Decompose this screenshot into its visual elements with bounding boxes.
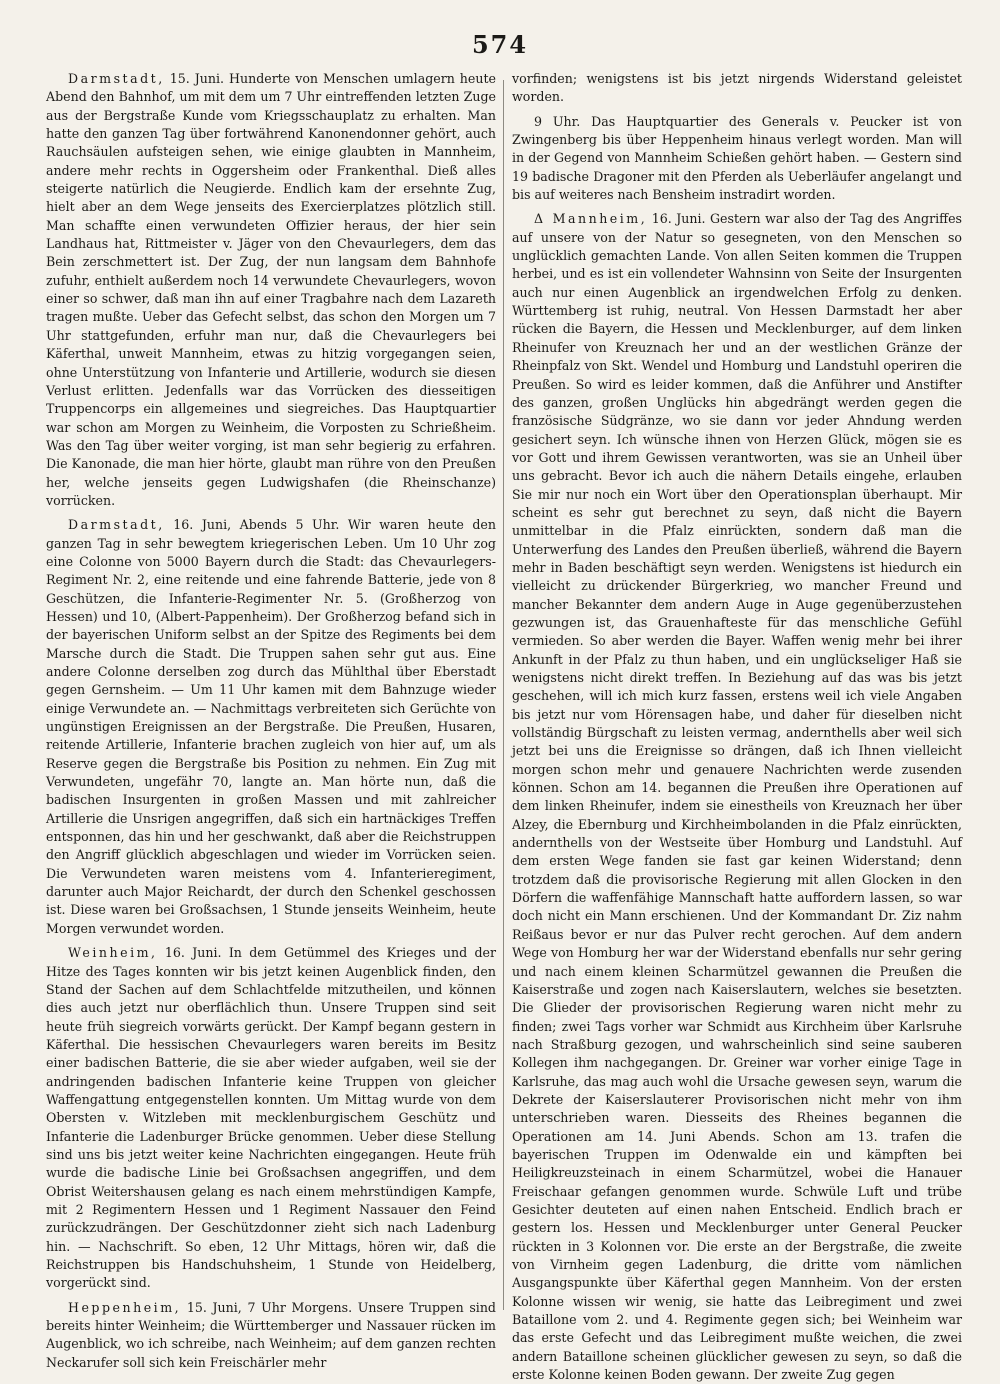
article-text: 9 Uhr. Das Hauptquartier des Generals v. Peucker ist von Zwingenberg bis über Heppenheim hinaus verlegt worden. Man will in der Gegend von Mannheim Schießen gehört haben. — Gestern sind 19 badische Dragoner mit den Pferden als Ueberläufer angelangt und bis auf weiteres nach Bensheim instradirt worden. — [512, 113, 962, 203]
article-text: 16. Juni, Abends 5 Uhr. Wir waren heute den ganzen Tag in sehr bewegtem kriegerischen Leben. Um 10 Uhr zog eine Colonne von 5000 Bayern durch die Stadt: das Chevaurlegers-Regiment Nr. 2, eine reitende und eine fahrende Batterie, jede von 8 Geschützen, die Infanterie-Regimenter Nr. 5. (Großherzog von Hessen) und 10, (Albert-Pappenheim). Der Großherzog befand sich in der bayerischen Uniform selbst an der Spitze des Regiments bei dem Marsche durch die Stadt. Die Truppen sahen sehr gut aus. Eine andere Colonne derselben zog durch das Mühlthal über Eberstadt gegen Gernsheim. — Um 11 Uhr kamen mit dem Bahnzuge wieder einige Verwundete an. — Nachmittags verbreiteten sich Gerüchte von ungünstigen Ereignissen an der Bergstraße. Die Preußen, Husaren, reitende Artillerie, Infanterie brachen zugleich von hier auf, um als Reserve gegen die Bergstraße bis Position zu nehmen. Ein Zug mit Verwundeten, ungefähr 70, langte an. Man hörte nun, daß die badischen Insurgenten in großen Massen und mit zahlreicher Artillerie die Unsrigen angegriffen, daß sich ein hartnäckiges Treffen entsponnen, das hin und her geschwankt, daß aber die Reichstruppen den Angriff glücklich abgeschlagen und wieder im Vorrücken seien. Die Verwundeten waren meistens vom 4. Infanterieregiment, darunter auch Major Reichardt, der durch den Schenkel geschossen ist. Diese waren bei Großsachsen, 1 Stunde jenseits Weinheim, heute Morgen verwundet worden. — [46, 517, 496, 936]
article-text: 15. Juni. Hunderte von Menschen umlagern heute Abend den Bahnhof, um mit dem um 7 Uhr eintreffenden letzten Zuge aus der Bergstraße Kunde vom Kriegsschauplatz zu erhalten. Man hatte den ganzen Tag über fortwährend Kanonendonner gehört, auch Rauchsäulen aufsteigen sehen, wie einige glaubten in Mannheim, andere mehr rechts in Oggersheim oder Frankenthal. Dieß alles steigerte natürlich die Neugierde. Endlich kam der ersehnte Zug, hielt aber an dem Wege jenseits des Exercierplatzes plötzlich still. Man schaffte einen verwundeten Offizier heraus, der hier sein Landhaus hat, Rittmeister v. Jäger von den Chevaurlegers, dem das Bein zerschmettert ist. Der Zug, der nun langsam dem Bahnhofe zufuhr, enthielt außerdem noch 14 verwundete Chevaurlegers, wovon einer so schwer, daß man ihn auf einer Tragbahre nach dem Lazareth tragen mußte. Ueber das Gefecht selbst, das schon den Morgen um 7 Uhr stattgefunden, erfuhr man nur, daß die Chevaurlegers bei Käferthal, unweit Mannheim, etwas zu hitzig vorgegangen seien, ohne Unterstützung von Infanterie und Artillerie, wodurch sie diesen Verlust erlitten. Jedenfalls war das Vorrücken des diesseitigen Truppencorps ein allgemeines und siegreiches. Das Hauptquartier war schon am Morgen zu Weinheim, die Vorposten zu Schrießheim. Was den Tag über weiter vorging, ist man sehr begierig zu erfahren. Die Kanonade, die man hier hörte, glaubt man rühre von den Preußen her, welche jenseits gegen Ludwigshafen (die Rheinschanze) vorrücken. — [46, 71, 497, 508]
article-text: vorfinden; wenigstens ist bis jetzt nirgends Widerstand geleistet worden. — [512, 71, 962, 105]
article-paragraph — [46, 516, 496, 938]
article-paragraph — [46, 944, 496, 1293]
column-divider — [503, 80, 504, 1310]
article-dateline: Δ Mannheim, — [534, 211, 648, 227]
article-text: 15. Juni, 7 Uhr Morgens. Unsere Truppen sind bereits hinter Weinheim; die Württemberger und Nassauer rücken im Augenblick, wo ich schreibe, nach Weinheim; auf dem ganzen rechten Neckarufer soll sich kein Freischärler mehr — [46, 1299, 496, 1370]
article-dateline: Weinheim, — [68, 945, 158, 961]
article-paragraph — [512, 113, 962, 205]
article-dateline: Heppenheim, — [68, 1299, 182, 1315]
article-paragraph — [46, 1299, 496, 1372]
article-paragraph — [46, 70, 496, 510]
page-number: 574 — [471, 30, 529, 59]
article-text: 16. Juni. Gestern war also der Tag des Angriffes auf unsere von der Natur so gesegneten, von den Menschen so unglücklich gemachten Lande. Von allen Seiten kommen die Truppen herbei, und es ist ein vollendeter Wahnsinn von Seite der Insurgenten auch nur einen Augenblick an irgendwelchen Erfolg zu denken. Württemberg ist ruhig, neutral. Von Hessen Darmstadt her aber rücken die Bayern, die Hessen und Mecklenburger, auf dem linken Rheinufer von Kreuznach her und an der westlichen Gränze der Rheinpfalz von Skt. Wendel und Homburg und Landstuhl operiren die Preußen. So wird es leider kommen, daß die Anführer und Anstifter des ganzen, großen Unglücks hin abgedrängt werden gegen die französische Südgränze, wo sie dann vor jeder Ahndung werden gesichert seyn. Ich wünsche ihnen von Herzen Glück, mögen sie es vor Gott und ihrem Gewissen verantworten, was sie an Unheil über uns gebracht. Bevor ich auch die nähern Details eingehe, erlauben Sie mir nur noch ein Wort über den Operationsplan überhaupt. Mir scheint es sehr gut berechnet zu seyn, daß nicht die Bayern unmittelbar in die Pfalz einrückten, sondern daß man die Unterwerfung des Landes den Preußen überließ, während die Bayern mehr in Baden beschäftigt seyn werden. Wenigstens ist hiedurch ein vielleicht zu drückender Bürgerkrieg, wo mancher Freund und mancher Bekannter dem andern Auge in Auge gegenüberzustehen gezwungen ist, das Grauenhafteste für das menschliche Gefühl vermieden. So aber werden die Bayer. Waffen wenig mehr bei ihrer Ankunft in der Pfalz zu thun haben, und ein unglückseliger Haß sie wenigstens nicht direkt treffen. In Beziehung auf das was bis jetzt geschehen, will ich mich kurz fassen, erstens weil ich viele Angaben bis jetzt nur vom Hörensagen habe, und daher für dieselben nicht vollständig Bürgschaft zu leisten vermag, andernthells aber weil sich jetzt bei uns die Ereignisse so drängen, daß ich Ihnen vielleicht morgen schon mehr und genauere Nachrichten werde zusenden können. Schon am 14. begannen die Preußen ihre Operationen auf dem linken Rheinufer, indem sie einestheils von Kreuznach her über Alzey, die Ebernburg und Kirchheimbolanden in die Pfalz einrückten, andernthells von der Westseite über Homburg und Landstuhl. Auf dem ersten Wege fanden sie fast gar keinen Widerstand; denn trotzdem daß die provisorische Regierung mit allen Glocken in den Dörfern die waffenfähige Mannschaft hatte auffordern lassen, so war doch nicht ein Mann erschienen. Und der Kommandant Dr. Ziz nahm Reißaus bevor er nur das Pulver recht gerochen. Auf dem andern Wege von Homburg her war der Widerstand ebenfalls nur sehr gering und nach einem kleinen Scharmützel gewannen die Preußen die Kaiserstraße und zogen nach Kaiserslautern, welches sie besetzten. Die Glieder der provisorischen Regierung waren nicht mehr zu finden; zwei Tags vorher war Schmidt aus Kirchheim über Karlsruhe nach Straßburg gezogen, und wahrscheinlich sind seine sauberen Kollegen ihm nachgegangen. Dr. Greiner war vorher einige Tage in Karlsruhe, das mag auch wohl die Ursache gewesen seyn, warum die Dekrete der Kaiserslauterer Provisorischen nicht mehr von ihm unterschrieben waren. Diesseits des Rheines begannen die Operationen am 14. Juni Abends. Schon am 13. trafen die bayerischen Truppen im Odenwalde ein und kämpften bei Heiligkreuzsteinach in einem Scharmützel, wobei die Hanauer Freischaar gefangen genommen wurde. Schwüle Luft und trübe Gesichter deuteten auf einen nahen Entscheid. Endlich brach er gestern los. Hessen und Mecklenburger unter General Peucker rückten in 3 Kolonnen vor. Die erste an der Bergstraße, die zweite von Virnheim gegen Ladenburg, die dritte vom nämlichen Ausgangspunkte über Käferthal gegen Mannheim. Von der ersten Kolonne wissen wir wenig, sie hatte das Leibregiment und zwei Bataillone vom 2. und 4. Regimente gegen sich; bei Weinheim war das erste Gefecht und das Leibregiment mußte weichen, die zwei andern Bataillone scheinen glücklicher gewesen zu seyn, so daß die erste Kolonne keinen Boden gewann. Der zweite Zug gegen — [512, 211, 962, 1383]
article-paragraph — [512, 210, 962, 1384]
article-paragraph — [512, 70, 962, 107]
article-dateline: Darmstadt, — [68, 517, 165, 533]
article-text: 16. Juni. In dem Getümmel des Krieges und der Hitze des Tages konnten wir bis jetzt keinen Augenblick finden, den Stand der Sachen auf dem Schlachtfelde mitzutheilen, und können dies auch jetzt nur oberflächlich thun. Unsere Truppen sind seit heute früh siegreich vorwärts gerückt. Der Kampf begann gestern in Käferthal. Die hessischen Chevaurlegers waren bereits im Besitz einer badischen Batterie, die sie aber wieder aufgaben, weil sie der andringenden badischen Infanterie keine Truppen von gleicher Waffengattung entgegenstellen konnten. Um Mittag wurde von dem Obersten v. Witzleben mit mecklenburgischem Geschütz und Infanterie die Ladenburger Brücke genommen. Ueber diese Stellung sind uns bis jetzt weiter keine Nachrichten eingegangen. Heute früh wurde die badische Linie bei Großsachsen angegriffen, und dem Obrist Weitershausen gelang es nach einem mehrstündigen Kampfe, mit 2 Regimentern Hessen und 1 Regiment Nassauer den Feind zurückzudrängen. Der Geschützdonner zieht sich nach Ladenburg hin. — Nachschrift. So eben, 12 Uhr Mittags, hören wir, daß die Reichstruppen bis Handschuhsheim, 1 Stunde von Heidelberg, vorgerückt sind. — [46, 945, 496, 1291]
left-column — [46, 70, 497, 1370]
article-dateline: Darmstadt, — [68, 71, 165, 86]
right-column — [512, 70, 962, 1383]
